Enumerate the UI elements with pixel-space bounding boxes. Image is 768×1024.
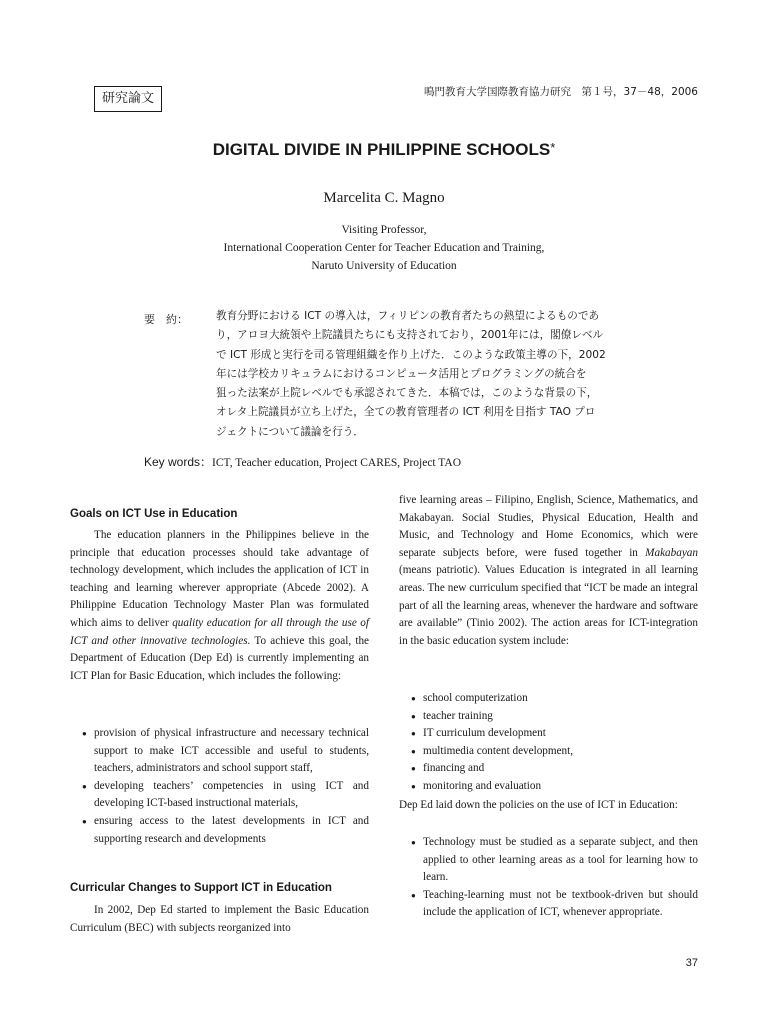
ict-plan-list xyxy=(70,725,369,848)
keywords xyxy=(144,453,461,470)
abstract-line: 年には学校カリキュラムにおけるコンピュータ活用とプログラミングの統合を xyxy=(216,367,587,380)
list-item: ● school computerization xyxy=(399,690,698,708)
abstract-body xyxy=(216,307,628,442)
list-item: ● IT curriculum development xyxy=(399,725,698,743)
makabayan-term: Makabayan xyxy=(645,546,698,559)
list-item: ● developing teachers’ competencies in using ICT and developing ICT-based instructional materials, xyxy=(70,778,369,813)
policy-intro-line: Dep Ed laid down the policies on the use of ICT in Education: xyxy=(399,799,678,811)
goals-paragraph-text: The education planners in the Philippines believe in the principle that education processes should take advantage of technology development, which includes the application of ICT in teaching and learning wherever appropriate (Abcede 2002). A Philippine Education Technology Master Plan was formulated which aims to deliver xyxy=(70,529,369,629)
page-number: 37 xyxy=(685,957,698,969)
policy-list xyxy=(399,834,698,922)
affiliation-line: Naruto University of Education xyxy=(311,260,457,272)
abstract-line: ジェクトについて議論を行う． xyxy=(216,425,364,438)
list-item: ● financing and xyxy=(399,760,698,778)
list-item: ● teacher training xyxy=(399,708,698,726)
goals-paragraph xyxy=(70,527,369,685)
learning-areas-text: five learning areas – Filipino, English, Science, Mathematics, and Makabayan. Social Studies, Physical Education, Health and Music, and Technology and Home Economics, which were separate subjects before, were fused together in xyxy=(399,494,698,559)
list-item: ● provision of physical infrastructure and necessary technical support to make ICT accessible and useful to students, teachers, administrators and school support staff, xyxy=(70,725,369,778)
keywords-text: ICT, Teacher education, Project CARES, Project TAO xyxy=(212,457,462,469)
abstract-line: 狙った法案が上院レベルでも承認されてきた．本稿では，このような背景の下， xyxy=(216,387,598,400)
goals-paragraph-text-end: To achieve this goal, the Department of Education (Dep Ed) is currently implementing an ICT Plan for Basic Education, which includes the following: xyxy=(70,634,369,682)
author-affiliation xyxy=(0,221,768,275)
abstract-line: で ICT 形成と実行を司る管理組織を作り上げた．このような政策主導の下，2002 xyxy=(216,348,606,361)
abstract-line: り，アロヨ大統領や上院議員たちにも支持されており，2001年には，閣僚レベル xyxy=(216,329,604,342)
goals-paragraph-emphasis: quality education for all through the use of ICT and other innovative technologies. xyxy=(70,616,369,647)
list-item: ● monitoring and evaluation xyxy=(399,778,698,796)
title-footnote-mark: * xyxy=(550,140,556,155)
article-type-tag: 研究論文 xyxy=(94,86,162,112)
learning-areas-paragraph xyxy=(399,492,698,650)
list-item: ● ensuring access to the latest developments in ICT and supporting research and developments xyxy=(70,813,369,848)
learning-areas-text-end: (means patriotic). Values Education is integrated in all learning areas. The new curriculum specified that “ICT be made an integral part of all the learning areas, whenever the hardware and software are available” (Tinio 2002). The action areas for ICT-integration in the basic education system include: xyxy=(399,564,698,647)
paper-title xyxy=(0,140,768,160)
author-name: Marcelita C. Magno xyxy=(323,190,445,206)
section-heading-curricular: Curricular Changes to Support ICT in Education xyxy=(70,882,332,894)
list-item: ● Teaching-learning must not be textbook-driven but should include the application of ICT, whenever appropriate. xyxy=(399,887,698,922)
curricular-paragraph: In 2002, Dep Ed started to implement the Basic Education Curriculum (BEC) with subjects reorganized into xyxy=(70,904,369,934)
list-item: ● Technology must be studied as a separate subject, and then applied to other learning areas as a tool for learning how to learn. xyxy=(399,834,698,887)
action-areas-list xyxy=(399,690,698,796)
affiliation-line: International Cooperation Center for Teacher Education and Training, xyxy=(223,242,545,254)
abstract-line: オレタ上院議員が立ち上げた，全ての教育管理者の ICT 利用を目指す TAO プロ xyxy=(216,406,596,419)
abstract-line: 教育分野における ICT の導入は，フィリピンの教育者たちの熱望によるものであ xyxy=(216,310,600,322)
journal-citation: 鳴門教育大学国際教育協力研究 第１号，37－48，2006 xyxy=(424,86,698,98)
affiliation-line: Visiting Professor, xyxy=(341,224,427,236)
abstract-label: 要 約： xyxy=(144,313,188,326)
paper-title-text: DIGITAL DIVIDE IN PHILIPPINE SCHOOLS xyxy=(212,140,551,159)
section-heading-goals: Goals on ICT Use in Education xyxy=(70,508,238,520)
list-item: ● multimedia content development, xyxy=(399,743,698,761)
keywords-label: Key words： xyxy=(144,455,213,469)
